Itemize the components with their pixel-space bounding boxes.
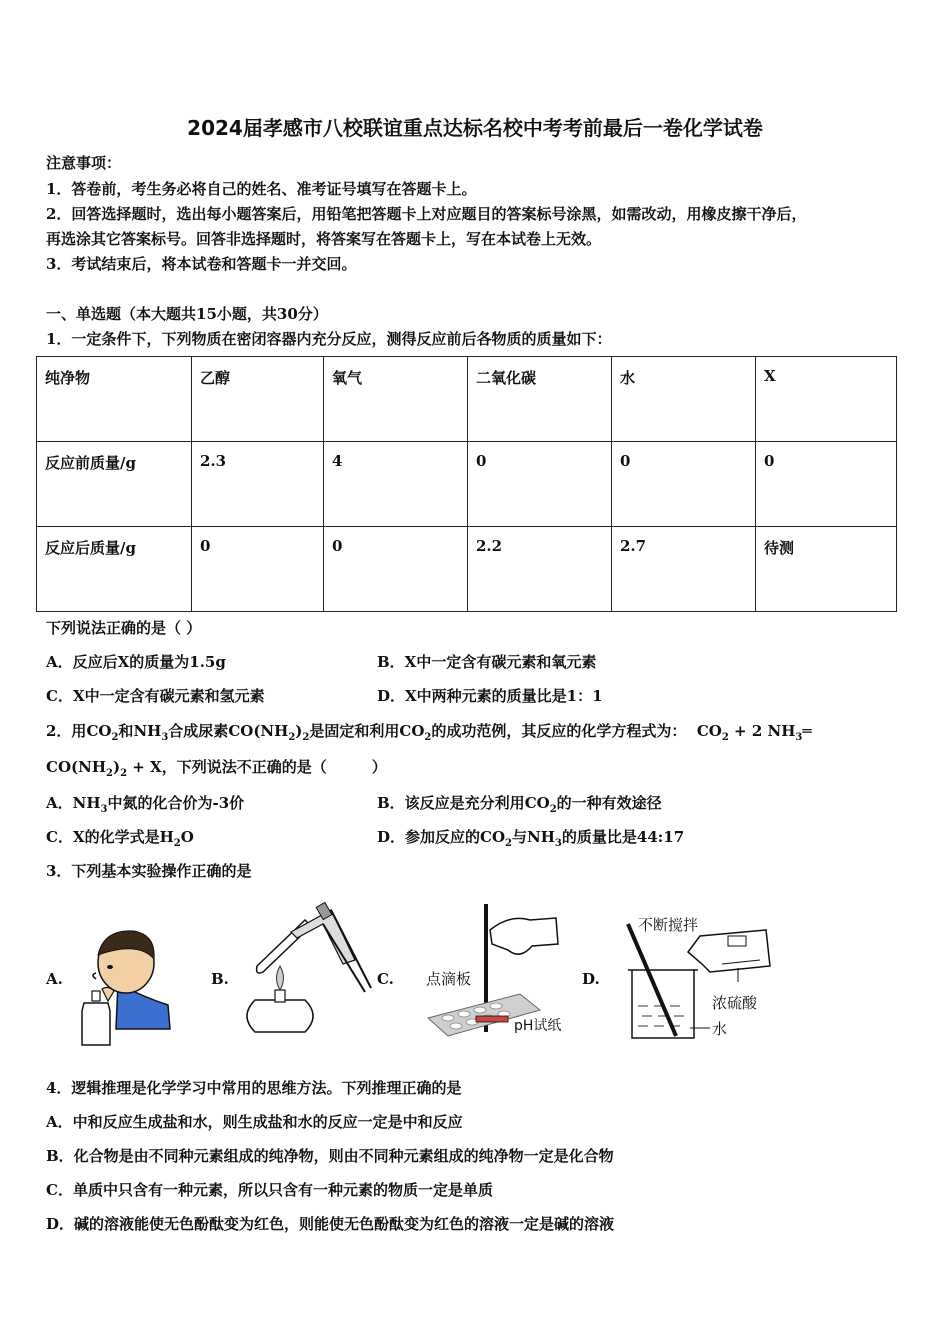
question-1-prompt: 下列说法正确的是（ ） [46,619,202,637]
question-3-stem: 3．下列基本实验操作正确的是 [46,862,252,880]
c-dropping-plate-label: 点滴板 [426,970,472,988]
table-cell: 待测 [756,527,897,612]
question-2-stem-continued: $CO(NH_2)_2 + X$，下列说法不正确的是（ ） [46,758,387,779]
acid-dilution-illustration [618,910,778,1045]
heating-test-tube-illustration [235,900,375,1042]
exam-title: 2024届孝感市八校联谊重点达标名校中考考前最后一卷化学试卷 [187,116,763,140]
q1-option-c[interactable]: C．X中一定含有碳元素和氢元素 [46,687,265,705]
table-row [37,527,897,612]
q4-option-d[interactable]: D．碱的溶液能使无色酚酞变为红色，则能使无色酚酞变为红色的溶液一定是碱的溶液 [46,1215,615,1233]
q2-option-c[interactable]: C．X的化学式是$H_2O$ [46,828,194,849]
q1-option-d[interactable]: D．X中两种元素的质量比是1：1 [377,687,603,705]
table-cell: 0 [612,442,756,527]
q2-option-a[interactable]: A．$NH_3$中氮的化合价为-3价 [46,794,245,815]
q1-option-b[interactable]: B．X中一定含有碳元素和氧元素 [377,653,597,671]
table-cell: 0 [756,442,897,527]
q3-option-c-label[interactable]: C. [377,970,394,988]
d-acid-label: 浓硫酸 [712,994,758,1012]
q3-option-b-label[interactable]: B. [211,970,229,988]
q2-option-d[interactable]: D．参加反应的$CO_2$与$NH_3$的质量比是44:17 [377,828,685,849]
table-cell: 2.2 [468,527,612,612]
q4-option-a[interactable]: A．中和反应生成盐和水，则生成盐和水的反应一定是中和反应 [46,1113,463,1131]
notes-heading: 注意事项： [46,154,122,172]
mass-table [36,356,897,612]
table-cell: 纯净物 [37,357,192,442]
question-4-stem: 4．逻辑推理是化学学习中常用的思维方法。下列推理正确的是 [46,1079,462,1097]
table-cell: 2.7 [612,527,756,612]
q3-option-d-label[interactable]: D. [582,970,600,988]
table-cell: 乙醇 [192,357,324,442]
table-cell: 0 [192,527,324,612]
table-cell: 水 [612,357,756,442]
section-heading: 一、单选题（本大题共15小题，共30分） [46,305,328,323]
table-cell: 0 [324,527,468,612]
q4-option-c[interactable]: C．单质中只含有一种元素，所以只含有一种元素的物质一定是单质 [46,1181,493,1199]
note-item-1: 1．答卷前，考生务必将自己的姓名、准考证号填写在答题卡上。 [46,180,477,198]
q2-option-b[interactable]: B．该反应是充分利用$CO_2$的一种有效途径 [377,794,662,815]
table-cell: X [756,357,897,442]
q4-option-b[interactable]: B．化合物是由不同种元素组成的纯净物，则由不同种元素组成的纯净物一定是化合物 [46,1147,614,1165]
question-1-stem: 1．一定条件下，下列物质在密闭容器内充分反应，测得反应前后各物质的质量如下： [46,330,612,348]
smelling-bottle-illustration [78,925,174,1047]
q3-option-a-label[interactable]: A. [46,970,63,988]
note-item-3: 3．考试结束后，将本试卷和答题卡一并交回。 [46,255,357,273]
q1-option-a[interactable]: A．反应后X的质量为1.5g [46,653,226,671]
table-row [37,442,897,527]
table-cell: 二氧化碳 [468,357,612,442]
d-water-label: 水 [712,1020,728,1038]
table-cell: 0 [468,442,612,527]
table-row [37,357,897,442]
ph-test-illustration [420,900,580,1045]
c-ph-paper-label: pH试纸 [514,1018,562,1034]
question-2-stem: 2．用$CO_2$和$NH_3$合成尿素$CO(NH_2)_2$是固定和利用$CO_2$的成功范例，其反应的化学方程式为： $CO_2 + 2$ $NH_3═$ [46,722,812,743]
table-cell: 2.3 [192,442,324,527]
note-item-2: 2．回答选择题时，选出每小题答案后，用铅笔把答题卡上对应题目的答案标号涂黑，如需改动，用橡皮擦干净后， [46,205,807,223]
table-cell: 反应前质量/g [37,442,192,527]
table-cell: 4 [324,442,468,527]
table-cell: 反应后质量/g [37,527,192,612]
table-cell: 氧气 [324,357,468,442]
d-stirring-label: 不断搅拌 [638,916,699,934]
note-item-2-continued: 再选涂其它答案标号。回答非选择题时，将答案写在答题卡上，写在本试卷上无效。 [46,230,602,248]
